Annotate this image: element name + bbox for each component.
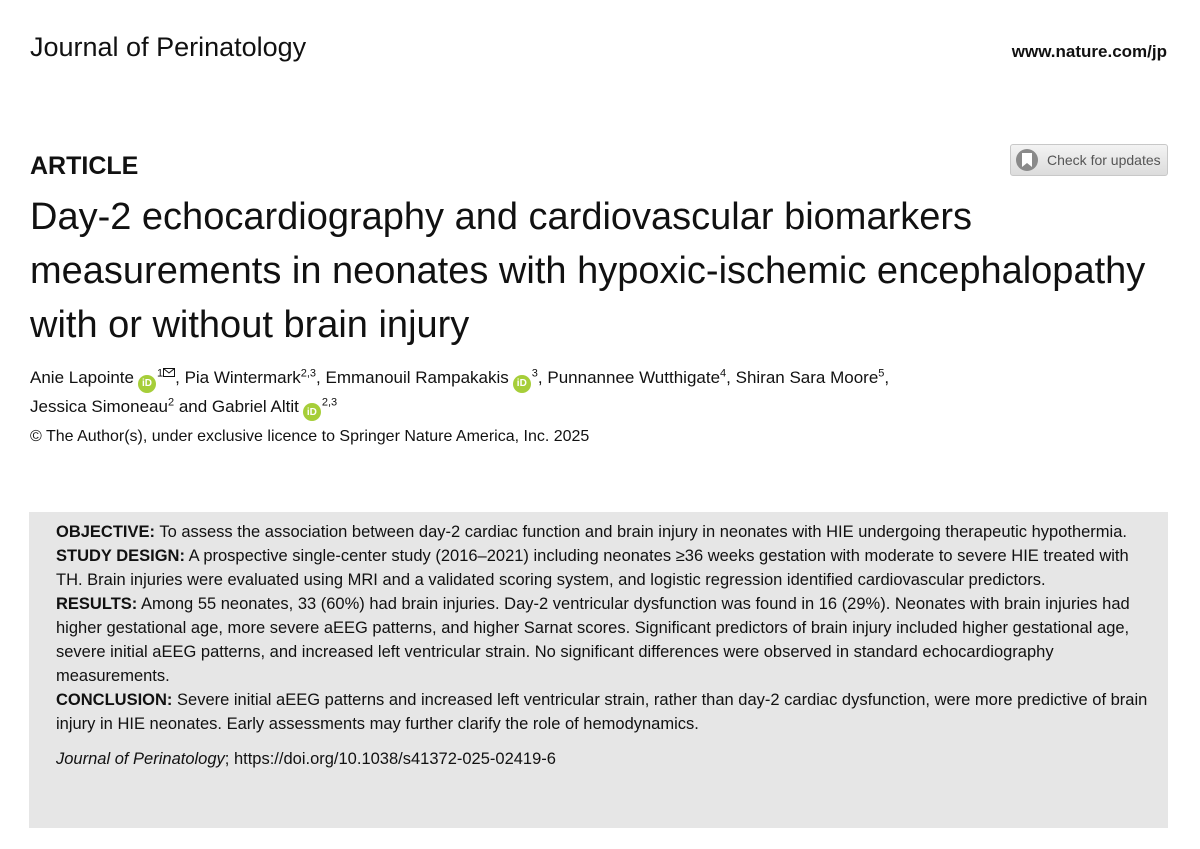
envelope-icon[interactable] bbox=[163, 358, 175, 385]
objective-text: To assess the association between day-2 cardiac function and brain injury in neonates with HIE undergoing therapeutic hypothermia. bbox=[155, 523, 1127, 541]
author-separator: , bbox=[884, 368, 890, 387]
author-separator: and bbox=[174, 396, 212, 416]
author-affiliation: 2,3 bbox=[300, 367, 317, 380]
citation-doi-link[interactable]: ; https://doi.org/10.1038/s41372-025-02419-6 bbox=[224, 750, 556, 768]
abstract-objective bbox=[56, 520, 1148, 544]
abstract-results bbox=[56, 592, 1148, 688]
bookmark-icon bbox=[1016, 149, 1038, 171]
results-label: RESULTS: bbox=[56, 595, 138, 613]
orcid-icon[interactable]: iD bbox=[303, 403, 321, 421]
author-affiliation: 2,3 bbox=[321, 395, 338, 408]
author-affiliation: 3 bbox=[531, 367, 538, 380]
author-separator: , bbox=[537, 368, 548, 387]
conclusion-label: CONCLUSION: bbox=[56, 691, 173, 709]
abstract-box bbox=[29, 512, 1168, 828]
author-affiliation: 2 bbox=[167, 395, 175, 408]
author[interactable]: Punnannee Wutthigate bbox=[547, 368, 721, 387]
orcid-icon[interactable]: iD bbox=[138, 375, 156, 393]
journal-name: Journal of Perinatology bbox=[30, 32, 307, 62]
abstract-study-design bbox=[56, 544, 1148, 592]
copyright-notice: © The Author(s), under exclusive licence to Springer Nature America, Inc. 2025 bbox=[30, 428, 590, 445]
study-design-text: A prospective single-center study (2016–2021) including neonates ≥36 weeks gestation with moderate to severe HIE treated with TH. Brain injuries were evaluated using MRI and a validated scoring system, and logistic regression identified cardiovascular predictors. bbox=[56, 547, 1129, 589]
author-separator: , bbox=[726, 368, 736, 387]
author-affiliation: 4 bbox=[720, 367, 727, 380]
author-separator: , bbox=[175, 368, 185, 387]
author[interactable]: Shiran Sara Moore bbox=[735, 368, 879, 387]
author[interactable]: Gabriel Altit bbox=[211, 396, 299, 416]
abstract-conclusion bbox=[56, 688, 1148, 736]
author-separator: , bbox=[316, 368, 326, 387]
author-affiliation: 1 bbox=[156, 367, 164, 380]
orcid-icon[interactable]: iD bbox=[513, 375, 531, 393]
conclusion-text: Severe initial aEEG patterns and increased left ventricular strain, rather than day-2 cardiac dysfunction, were more predictive of brain injury in HIE neonates. Early assessments may further clarify the role of hemodynamics. bbox=[56, 691, 1148, 733]
author[interactable]: Jessica Simoneau bbox=[30, 396, 168, 416]
author-list bbox=[30, 358, 1170, 421]
article-title: Day-2 echocardiography and cardiovascular biomarkers measurements in neonates with hypoxic-ischemic encephalopathy with or without brain injury bbox=[30, 196, 1146, 346]
author[interactable]: Pia Wintermark bbox=[184, 368, 301, 387]
citation bbox=[56, 747, 1148, 771]
author-affiliation: 5 bbox=[878, 367, 885, 380]
study-design-label: STUDY DESIGN: bbox=[56, 547, 185, 565]
check-for-updates-label: Check for updates bbox=[1047, 152, 1161, 168]
author[interactable]: Emmanouil Rampakakis bbox=[325, 368, 509, 387]
check-for-updates-button[interactable] bbox=[1010, 144, 1168, 176]
article-type: ARTICLE bbox=[30, 152, 139, 180]
author[interactable]: Anie Lapointe bbox=[30, 368, 134, 387]
citation-journal: Journal of Perinatology bbox=[56, 750, 225, 768]
results-text: Among 55 neonates, 33 (60%) had brain injuries. Day-2 ventricular dysfunction was found in 16 (29%). Neonates with brain injuries had higher gestational age, more severe aEEG patterns, and higher Sarnat scores. Significant predictors of brain injury included higher gestational age, severe initial aEEG patterns, and increased left ventricular strain. No significant differences were observed in standard echocardiography measurements. bbox=[56, 595, 1130, 685]
objective-label: OBJECTIVE: bbox=[56, 523, 156, 541]
journal-url-link[interactable]: www.nature.com/jp bbox=[1011, 42, 1167, 61]
